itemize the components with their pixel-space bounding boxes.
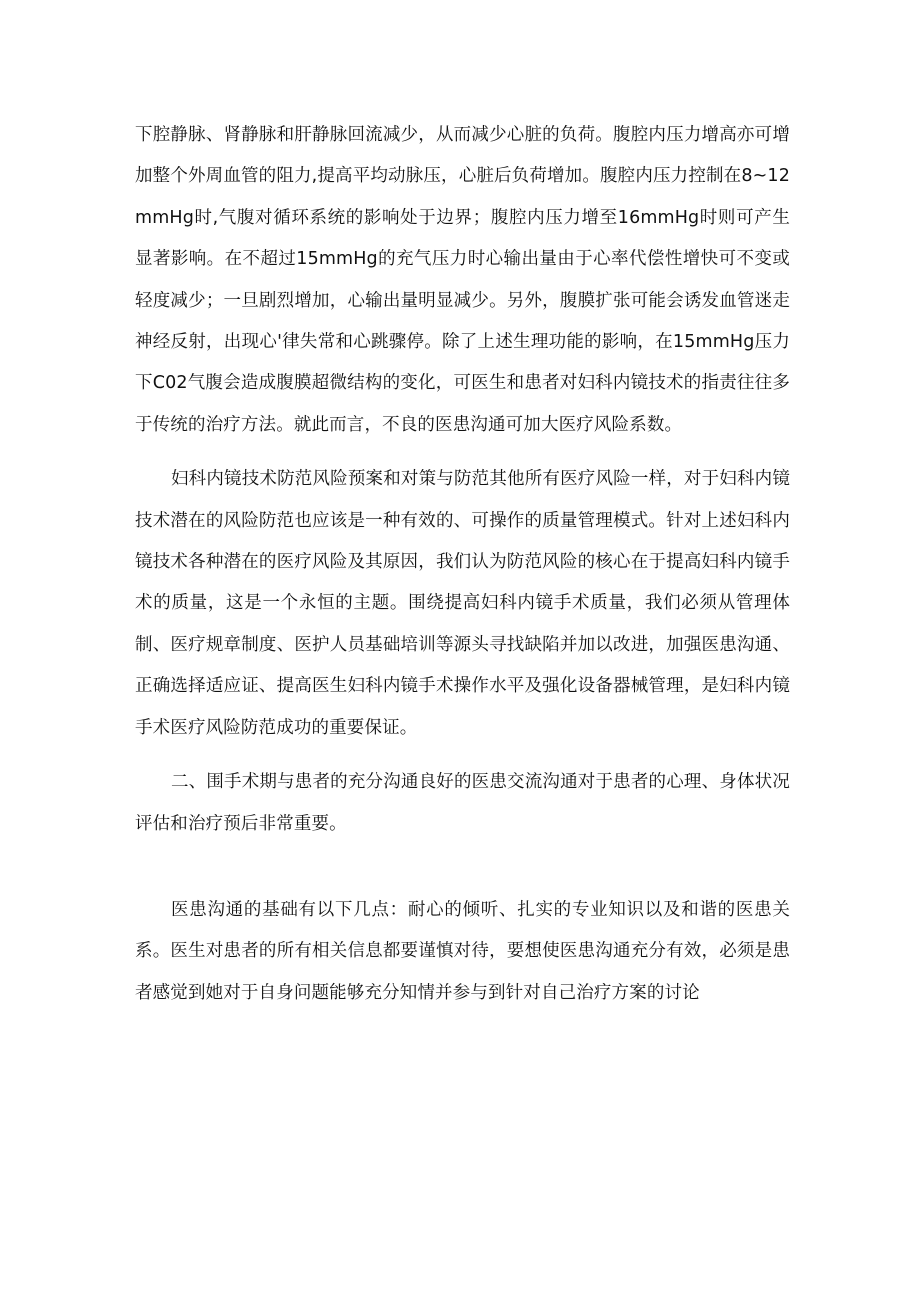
document-body	[135, 115, 790, 1014]
paragraph-risk-prevention: 妇科内镜技术防范风险预案和对策与防范其他所有医疗风险一样，对于妇科内镜技术潜在的风险防范也应该是一种有效的、可操作的质量管理模式。针对上述妇科内镜技术各种潜在的医疗风险及其原因，我们认为防范风险的核心在于提高妇科内镜手术的质量，这是一个永恒的主题。围绕提高妇科内镜手术质量，我们必须从管理体制、医疗规章制度、医护人员基础培训等源头寻找缺陷并加以改进，加强医患沟通、正确选择适应证、提高医生妇科内镜手术操作水平及强化设备器械管理，是妇科内镜手术医疗风险防范成功的重要保证。	[135, 469, 790, 738]
paragraph-section-two-heading: 二、围手术期与患者的充分沟通良好的医患交流沟通对于患者的心理、身体状况评估和治疗预后非常重要。	[135, 772, 790, 834]
paragraph-communication-basis: 医患沟通的基础有以下几点：耐心的倾听、扎实的专业知识以及和谐的医患关系。医生对患者的所有相关信息都要谨慎对待，要想使医患沟通充分有效，必须是患者感觉到她对于自身问题能够充分知情并参与到针对自己治疗方案的讨论	[135, 899, 790, 1003]
paragraph-circulation-effects: 下腔静脉、肾静脉和肝静脉回流减少，从而减少心脏的负荷。腹腔内压力增高亦可增加整个外周血管的阻力,提高平均动脉压，心脏后负荷增加。腹腔内压力控制在8~12mmHg时,气腹对循环系统的影响处于边界；腹腔内压力增至16mmHg时则可产生显著影响。在不超过15mmHg的充气压力时心输出量由于心率代偿性增快可不变或轻度减少；一旦剧烈增加，心输出量明显减少。另外，腹膜扩张可能会诱发血管迷走神经反射，出现心'律失常和心跳骤停。除了上述生理功能的影响，在15mmHg压力下C02气腹会造成腹膜超微结构的变化，可医生和患者对妇科内镜技术的指责往往多于传统的治疗方法。就此而言，不良的医患沟通可加大医疗风险系数。	[135, 125, 790, 435]
